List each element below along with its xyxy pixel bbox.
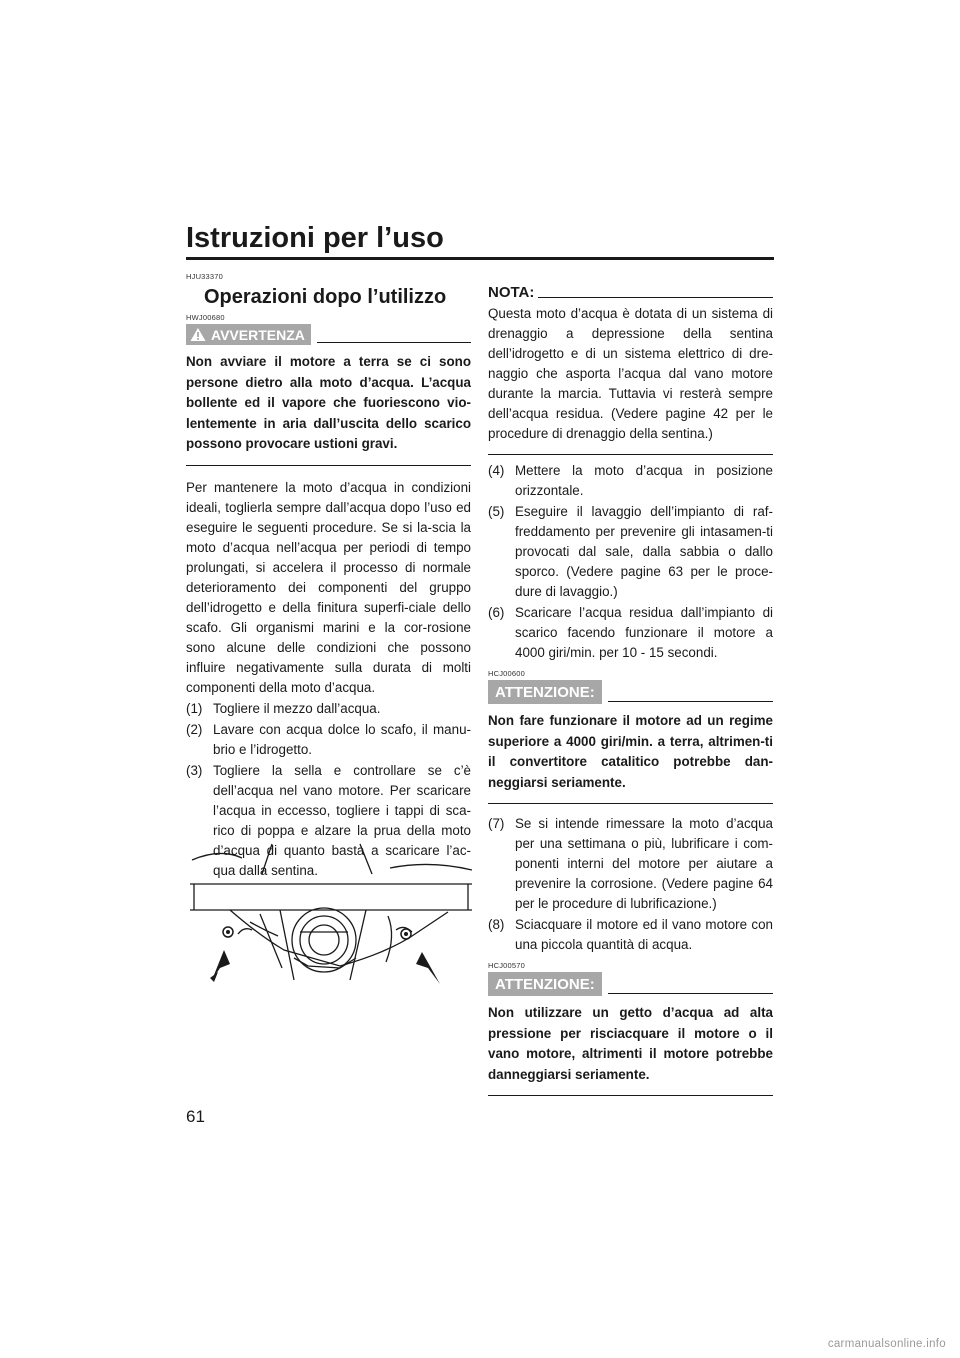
caution-code: HCJ00600 <box>488 669 526 678</box>
step-text: Lavare con acqua dolce lo scafo, il manu-brio e l’idrogetto. <box>213 721 471 757</box>
section-title: Operazioni dopo l’utilizzo <box>204 286 447 308</box>
warning-triangle-icon <box>190 327 206 342</box>
caution-text: Non fare funzionare il motore ad un regime superiore a 4000 giri/min. a terra, altrimen-ti il convertitore catalitico potrebbe dan-neggiarsi seriamente. <box>488 711 773 804</box>
step-number: (5) <box>488 504 505 519</box>
caution-header <box>488 972 773 996</box>
step-number: (7) <box>488 816 505 831</box>
step-text: Togliere la sella e controllare se c’è dell’acqua nel vano motore. Per scaricare l’acqua in eccesso, togliere i tappi di sca-rico di poppa e alzare la prua della moto d’acqua di quanto basta a scaricare l’ac-qua dalla sentina. <box>213 762 471 878</box>
caution-rule <box>608 701 773 702</box>
list-item <box>488 461 773 501</box>
step-text: Sciacquare il motore ed il vano motore con una piccola quantità di acqua. <box>515 917 773 952</box>
list-item <box>488 814 773 914</box>
step-text: Eseguire il lavaggio dell’impianto di raf-freddamento per prevenire gli intasamen-ti provocati dal sale, dalla sabbia o dallo sporco. (Vedere pagine 63 per le proce-dure di lavaggio.) <box>515 504 773 599</box>
list-item <box>488 603 773 663</box>
page-title: Istruzioni per l’uso <box>186 222 774 260</box>
watermark: carmanualsonline.info <box>827 1338 946 1350</box>
warning-header <box>186 324 471 345</box>
warning-label: AVVERTENZA <box>211 326 305 343</box>
intro-paragraph: Per mantenere la moto d’acqua in condizioni ideali, toglierla sempre dall’acqua dopo l’uso ed eseguire le seguenti procedure. Se si la-scia la moto d’acqua nell’acqua per periodi di tempo prolungati, si accelera il processo di normale deterioramento dei componenti del gruppo dell’idrogetto e della finitura superfi-ciale dello scafo. Gli organismi marini e la cor-rosione sono alcune delle condizioni che possono influire negativamente sulla durata di molti componenti della moto d’acqua. <box>186 479 471 695</box>
step-number: (6) <box>488 605 505 620</box>
step-number: (1) <box>186 700 203 716</box>
right-arrow-icon <box>416 952 440 984</box>
caution-header <box>488 680 773 704</box>
step-text: Mettere la moto d’acqua in posizione orizzontale. <box>515 463 773 498</box>
page-number: 61 <box>186 1107 205 1126</box>
caution-label: ATTENZIONE: <box>488 972 602 996</box>
caution-text: Non utilizzare un getto d’acqua ad alta pressione per risciacquare il motore o il vano motore, altrimenti il motore potrebbe danneggiarsi seriamente. <box>488 1003 773 1096</box>
nota-rule <box>538 297 773 298</box>
caution-rule <box>608 993 773 994</box>
caution-code: HCJ00570 <box>488 961 526 970</box>
step-number: (8) <box>488 917 505 932</box>
step-number: (3) <box>186 762 203 778</box>
warning-badge <box>186 324 311 345</box>
warning-text: Non avviare il motore a terra se ci sono persone dietro alla moto d’acqua. L’acqua bollente ed il vapore che fuoriescono vio-lentemente in aria dall’uscita dello scarico possono provocare ustioni gravi. <box>186 352 471 466</box>
steps-list-right-a <box>488 461 773 663</box>
left-column <box>186 272 471 882</box>
list-item <box>186 699 471 719</box>
right-column <box>488 272 773 1096</box>
list-item <box>488 502 773 602</box>
step-number: (4) <box>488 463 505 478</box>
steps-list-right-b <box>488 814 773 955</box>
nota-text: Questa moto d’acqua è dotata di un sistema di drenaggio a depressione della sentina dell’idrogetto e di un sistema elettrico di dre-naggio che asporta l’acqua dal vano motore durante la marcia. Tuttavia vi resterà sempre dell’acqua residua. (Vedere pagine 42 per le procedure di drenaggio della sentina.) <box>488 304 773 455</box>
step-text: Togliere il mezzo dall’acqua. <box>213 700 381 716</box>
warning-rule <box>317 342 471 343</box>
warning-code: HWJ00680 <box>186 313 225 322</box>
list-item <box>186 720 471 760</box>
drain-plug-illustration <box>190 840 472 1000</box>
caution-label: ATTENZIONE: <box>488 680 602 704</box>
nota-label: NOTA: <box>488 284 535 301</box>
step-text: Se si intende rimessare la moto d’acqua per una settimana o più, lubrificare i com-ponenti interni del motore per aiutare a prevenire la corrosione. (Vedere pagine 64 per le procedure di lubrificazione.) <box>515 816 773 911</box>
nota-header <box>488 284 773 301</box>
step-number: (2) <box>186 721 203 737</box>
step-text: Scaricare l’acqua residua dall’impianto di scarico facendo funzionare il motore a 4000 giri/min. per 10 - 15 secondi. <box>515 605 773 660</box>
list-item <box>488 915 773 955</box>
section-code: HJU33370 <box>186 272 224 281</box>
